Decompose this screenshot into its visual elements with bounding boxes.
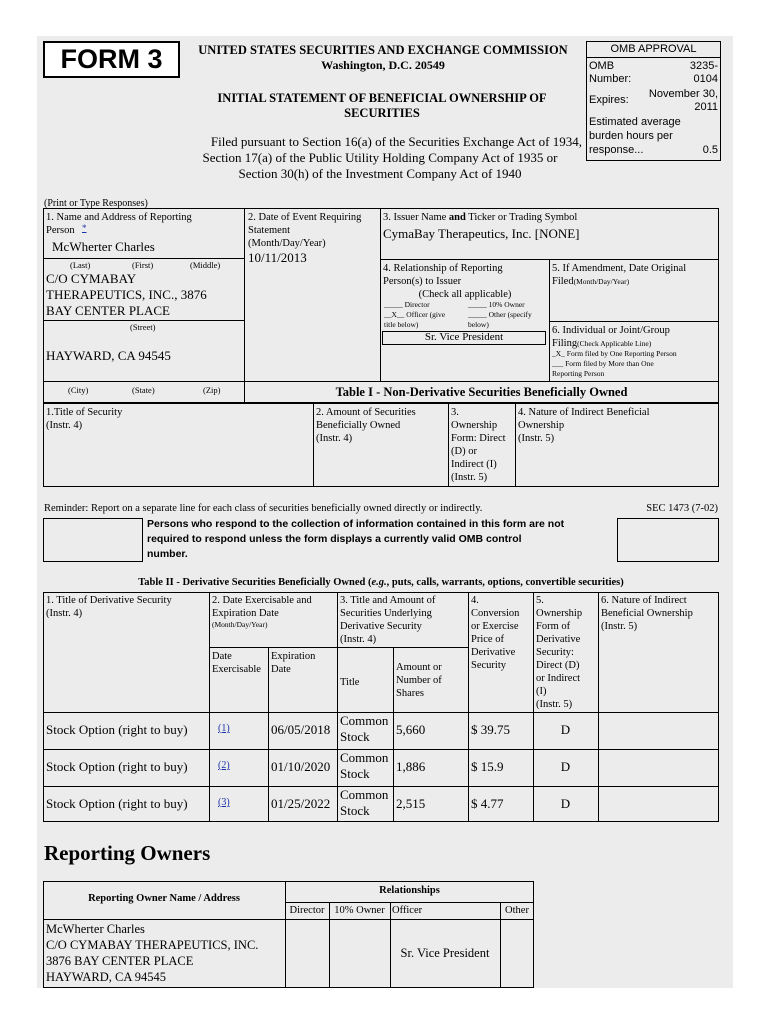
t2-row3-price: $ 4.77	[471, 796, 504, 811]
t1-col1-header-2: (Instr. 4)	[46, 420, 83, 431]
director-option: _____ Director	[384, 300, 430, 309]
t2-col6-header: 6. Nature of Indirect	[601, 595, 687, 606]
t2-col2-header: 2. Date Exercisable and	[212, 595, 312, 606]
t2-col4-header-3: or Exercise	[471, 621, 519, 632]
box4-label-2: Person(s) to Issuer	[383, 276, 462, 287]
t2-row2-title: Stock Option (right to buy)	[46, 759, 188, 774]
t2-col5-header-6: Direct (D)	[536, 660, 580, 671]
t2-row1-expiration: 06/05/2018	[271, 722, 331, 737]
reporting-owners-heading: Reporting Owners	[44, 841, 211, 865]
table2-title: Table II - Derivative Securities Beneficially Owned (e.g., puts, calls, warrants, options, convertible securities)	[138, 577, 624, 588]
t2-row1-security: Common	[340, 713, 389, 728]
omb-approval-heading: OMB APPROVAL	[610, 43, 697, 55]
box5-label: 5. If Amendment, Date Original	[552, 263, 687, 274]
t1-col3-header-4: (D) or	[451, 446, 477, 457]
agency-name: UNITED STATES SECURITIES AND EXCHANGE COMMISSION	[198, 43, 568, 57]
persons-notice-line2: required to respond unless the form displays a currently valid OMB control	[147, 533, 522, 545]
t1-col3-header-6: (Instr. 5)	[451, 472, 488, 483]
t2-col1-header-2: (Instr. 4)	[46, 608, 83, 619]
t2-row3-form: D	[560, 796, 571, 811]
form-title: FORM 3	[60, 44, 163, 74]
t2-row3-expiration: 01/25/2022	[271, 796, 331, 811]
omb-expires-label: Expires:	[589, 94, 629, 106]
title-below-caption: title below)	[384, 320, 419, 329]
box1-footnote-link[interactable]: *	[82, 223, 87, 233]
t2-col4-header-5: Derivative	[471, 647, 516, 658]
persons-notice-line1: Persons who respond to the collection of information contained in this form are not	[147, 518, 565, 530]
officer-option: __X__ Officer (give	[384, 310, 446, 319]
t2-col6-header-2: Beneficial Ownership	[601, 608, 693, 619]
box1-label: 1. Name and Address of Reporting	[46, 212, 192, 223]
t2-row1-amount: 5,660	[396, 722, 426, 737]
zip-caption: (Zip)	[203, 385, 221, 395]
t1-col4-header-2: Ownership	[518, 420, 565, 431]
t2-col2-header-3: (Month/Day/Year)	[212, 620, 268, 629]
one-person-option: _X_ Form filed by One Reporting Person	[552, 349, 677, 358]
t2-row3-title: Stock Option (right to buy)	[46, 796, 188, 811]
t2-col2-header-2: Expiration Date	[212, 608, 279, 619]
box6-label: 6. Individual or Joint/Group	[552, 325, 670, 336]
t2-row2-security: Common	[340, 750, 389, 765]
filed-pursuant-line1: Filed pursuant to Section 16(a) of the Securities Exchange Act of 1934,	[210, 134, 582, 149]
t2-col5-header-4: Derivative	[536, 634, 581, 645]
street-caption: (Street)	[130, 322, 156, 332]
t1-col4-header: 4. Nature of Indirect Beneficial	[518, 407, 650, 418]
ten-pct-owner-header: 10% Owner	[334, 905, 385, 916]
reporting-address-line1: C/O CYMABAY	[46, 271, 137, 286]
multi-person-option: ___ Form filed by More than One	[552, 359, 654, 368]
box2-label-2: Statement	[248, 225, 290, 236]
t2-row3-footnote-link[interactable]: (3)	[218, 797, 230, 808]
t2-row2-form: D	[560, 759, 571, 774]
t2-amount-header: Amount or	[396, 662, 442, 673]
t2-row2-footnote-link[interactable]: (2)	[218, 760, 230, 771]
statement-title-line1: INITIAL STATEMENT OF BENEFICIAL OWNERSHIP OF	[217, 91, 547, 105]
t2-row3-amount: 2,515	[396, 796, 426, 811]
reporting-address-line3: BAY CENTER PLACE	[46, 303, 170, 318]
omb-expires-value: November 30,	[648, 88, 718, 100]
box2-label: 2. Date of Event Requiring	[248, 212, 362, 223]
t2-row3-security: Common	[340, 787, 389, 802]
owner-address-line1: C/O CYMABAY THERAPEUTICS, INC.	[46, 938, 259, 952]
director-header: Director	[289, 905, 325, 916]
reporting-city-line: HAYWARD, CA 94545	[46, 348, 171, 363]
omb-burden-value: 0.5	[702, 144, 718, 156]
t2-col3-header-2: Securities Underlying	[340, 608, 432, 619]
t2-expiration-header-2: Date	[271, 664, 291, 675]
box4-label: 4. Relationship of Reporting	[383, 263, 503, 274]
box6-filing: Filing(Check Applicable Line)	[552, 338, 652, 349]
t1-col2-header-2: Beneficially Owned	[316, 420, 401, 431]
other-option: _____ Other (specify	[468, 310, 532, 319]
t1-col3-header-2: Ownership	[451, 420, 498, 431]
t2-col4-header-4: Price of	[471, 634, 504, 645]
left-blank-box	[43, 518, 143, 562]
box1-label-2: Person	[46, 225, 75, 236]
t2-col5-header-8: (I)	[536, 686, 547, 697]
omb-burden-label-3: response...	[589, 144, 644, 156]
t2-row1-security-2: Stock	[340, 729, 370, 744]
middle-caption: (Middle)	[190, 260, 221, 270]
t2-col5-header-7: or Indirect	[536, 673, 581, 684]
t2-amount-header-2: Number of	[396, 675, 442, 686]
reporting-person-name: McWherter Charles	[52, 239, 155, 254]
multi-person-option-2: Reporting Person	[552, 369, 605, 378]
filed-pursuant-line3: Section 30(h) of the Investment Company Act of 1940	[238, 166, 522, 181]
t2-col6-header-3: (Instr. 5)	[601, 621, 638, 632]
t2-col5-header-5: Security:	[536, 647, 574, 658]
owner-officer-title: Sr. Vice President	[400, 946, 490, 960]
owner-name: McWherter Charles	[46, 922, 145, 936]
omb-number-label-2: Number:	[589, 73, 632, 85]
reminder-text: Reminder: Report on a separate line for each class of securities beneficially owned directly or indirectly.	[44, 503, 483, 514]
owners-name-header: Reporting Owner Name / Address	[88, 893, 240, 904]
t2-row1-form: D	[560, 722, 571, 737]
t2-row2-amount: 1,886	[396, 759, 426, 774]
last-caption: (Last)	[70, 260, 91, 270]
table1-title: Table I - Non-Derivative Securities Beneficially Owned	[335, 385, 628, 399]
t2-row2-security-2: Stock	[340, 766, 370, 781]
t2-amount-header-3: Shares	[396, 688, 424, 699]
t2-row1-footnote-link[interactable]: (1)	[218, 723, 230, 734]
t1-col2-header-3: (Instr. 4)	[316, 433, 353, 444]
omb-number-value-2: 0104	[693, 73, 718, 85]
t2-col5-header: 5.	[536, 595, 544, 606]
below-caption: below)	[468, 320, 489, 329]
t2-row3-security-2: Stock	[340, 803, 370, 818]
city-caption: (City)	[68, 385, 89, 395]
omb-number-label: OMB	[589, 60, 615, 72]
statement-title-line2: SECURITIES	[344, 106, 420, 120]
officer-header: Officer	[392, 905, 423, 916]
t2-expiration-header: Expiration	[271, 651, 316, 662]
persons-notice-line3: number.	[147, 548, 188, 560]
reporting-address-line2: THERAPEUTICS, INC., 3876	[46, 287, 207, 302]
t2-col4-header-2: Conversion	[471, 608, 520, 619]
omb-number-value: 3235-	[689, 60, 718, 72]
t2-col4-header: 4.	[471, 595, 479, 606]
owner-address-line2: 3876 BAY CENTER PLACE	[46, 954, 194, 968]
first-caption: (First)	[132, 260, 154, 270]
t2-col4-header-6: Security	[471, 660, 506, 671]
officer-title: Sr. Vice President	[424, 331, 504, 343]
box5-filed: Filed(Month/Day/Year)	[552, 276, 630, 287]
t2-date-exercisable-header: Date	[212, 651, 232, 662]
omb-burden-label: Estimated average	[589, 116, 681, 128]
t2-title-header: Title	[340, 677, 360, 688]
box2-label-3: (Month/Day/Year)	[248, 238, 326, 249]
t2-row1-title: Stock Option (right to buy)	[46, 722, 188, 737]
relationships-header: Relationships	[379, 885, 440, 896]
t1-col1-header: 1.Title of Security	[46, 407, 123, 418]
t2-col3-header-4: (Instr. 4)	[340, 634, 377, 645]
omb-expires-value-2: 2011	[694, 101, 718, 113]
t2-row2-price: $ 15.9	[471, 759, 504, 774]
t2-col5-header-9: (Instr. 5)	[536, 699, 573, 710]
box4-label-3: (Check all applicable)	[418, 289, 512, 300]
t2-col1-header: 1. Title of Derivative Security	[46, 595, 172, 606]
state-caption: (State)	[132, 385, 155, 395]
sec-code: SEC 1473 (7-02)	[646, 503, 718, 514]
t2-col5-header-2: Ownership	[536, 608, 583, 619]
owner-address-line3: HAYWARD, CA 94545	[46, 970, 167, 984]
print-note: (Print or Type Responses)	[44, 198, 148, 209]
other-header: Other	[505, 905, 529, 916]
t1-col3-header-5: Indirect (I)	[451, 459, 497, 470]
agency-location: Washington, D.C. 20549	[321, 58, 445, 72]
filed-pursuant-line2: Section 17(a) of the Public Utility Holding Company Act of 1935 or	[202, 150, 558, 165]
issuer-name: CymaBay Therapeutics, Inc. [NONE]	[383, 226, 580, 241]
t1-col4-header-3: (Instr. 5)	[518, 433, 555, 444]
t1-col2-header: 2. Amount of Securities	[316, 407, 416, 418]
t2-col5-header-3: Form of	[536, 621, 571, 632]
ten-pct-owner-option: _____ 10% Owner	[468, 300, 525, 309]
omb-burden-label-2: burden hours per	[589, 130, 673, 142]
t2-row2-expiration: 01/10/2020	[271, 759, 331, 774]
right-blank-box	[617, 518, 719, 562]
t2-date-exercisable-header-2: Exercisable	[212, 664, 261, 675]
t1-col3-header: 3.	[451, 407, 459, 418]
t1-col3-header-3: Form: Direct	[451, 433, 506, 444]
box3-label: 3. Issuer Name and Ticker or Trading Symbol	[383, 212, 578, 223]
t2-col3-header-3: Derivative Security	[340, 621, 422, 632]
t2-col3-header: 3. Title and Amount of	[340, 595, 436, 606]
event-date: 10/11/2013	[248, 250, 307, 265]
t2-row1-price: $ 39.75	[471, 722, 510, 737]
